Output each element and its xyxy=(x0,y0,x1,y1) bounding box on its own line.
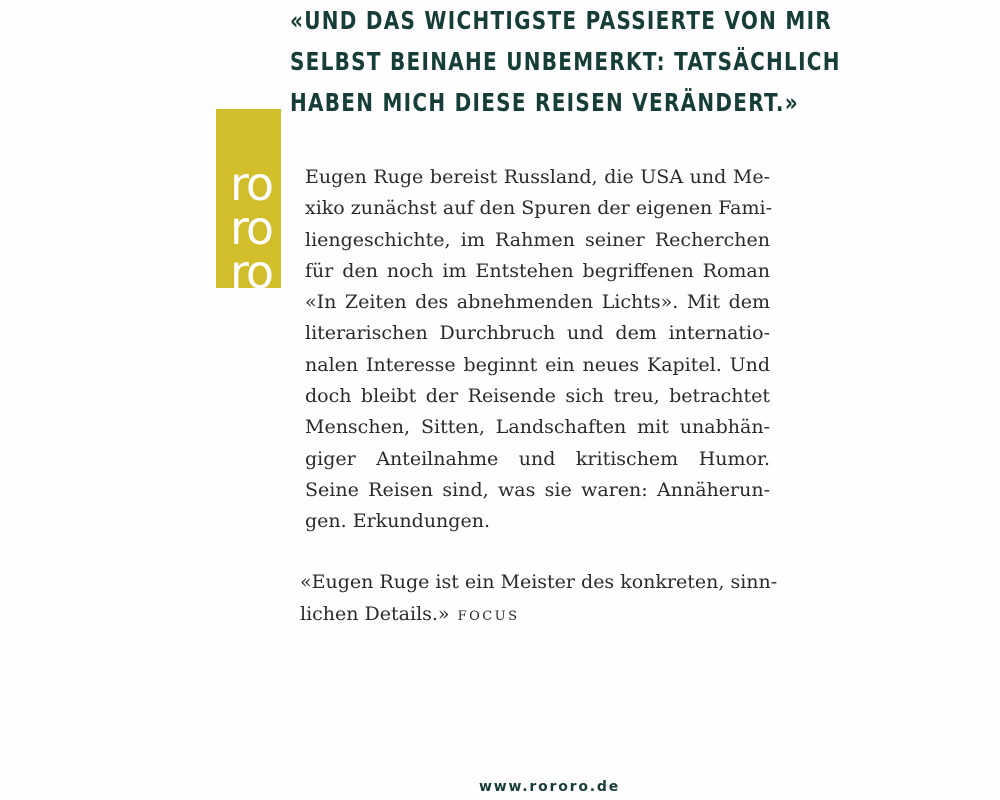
logo-text: ro xyxy=(230,157,273,211)
blurb-line: literarischen Durchbruch und dem internatio- xyxy=(305,322,770,345)
headline-line: SELBST BEINAHE UNBEMERKT: TATSÄCHLICH xyxy=(290,47,841,76)
blurb-line: liengeschichte, im Rahmen seiner Recherchen xyxy=(305,228,770,251)
blurb-paragraph xyxy=(305,162,770,538)
logo-text: ro xyxy=(230,245,273,288)
blurb-line: giger Anteilnahme und kritischem Humor. xyxy=(305,447,770,470)
blurb-line: gen. Erkundungen. xyxy=(305,510,490,533)
review-quote xyxy=(300,567,778,630)
blurb-line: nalen Interesse beginnt ein neues Kapitel. Und xyxy=(305,353,770,376)
headline-line: HABEN MICH DIESE REISEN VERÄNDERT.» xyxy=(290,88,799,117)
blurb-line: doch bleibt der Reisende sich treu, betrachtet xyxy=(305,385,770,408)
blurb-line: Menschen, Sitten, Landschaften mit unabhän- xyxy=(305,416,770,439)
review-line xyxy=(300,599,770,631)
publisher-url: www.rororo.de xyxy=(479,779,621,795)
logo-text: ro xyxy=(230,201,273,255)
blurb-line: für den noch im Entstehen begriffenen Roman xyxy=(305,259,770,282)
headline-line: «UND DAS WICHTIGSTE PASSIERTE VON MIR xyxy=(290,6,833,35)
blurb-line: «In Zeiten des abnehmenden Lichts». Mit dem xyxy=(305,291,770,314)
review-line: «Eugen Ruge ist ein Meister des konkreten, sinn- xyxy=(300,571,778,593)
review-source: FOCUS xyxy=(457,608,520,624)
blurb-line: Eugen Ruge bereist Russland, die USA und Me- xyxy=(305,166,770,188)
headline-quote xyxy=(290,0,841,123)
rororo-logo xyxy=(216,109,281,288)
review-line-text: lichen Details.» xyxy=(300,602,450,625)
blurb-line: Seine Reisen sind, was sie waren: Annäherun- xyxy=(305,478,770,501)
blurb-line: xiko zunächst auf den Spuren der eigenen Fami- xyxy=(305,197,772,220)
